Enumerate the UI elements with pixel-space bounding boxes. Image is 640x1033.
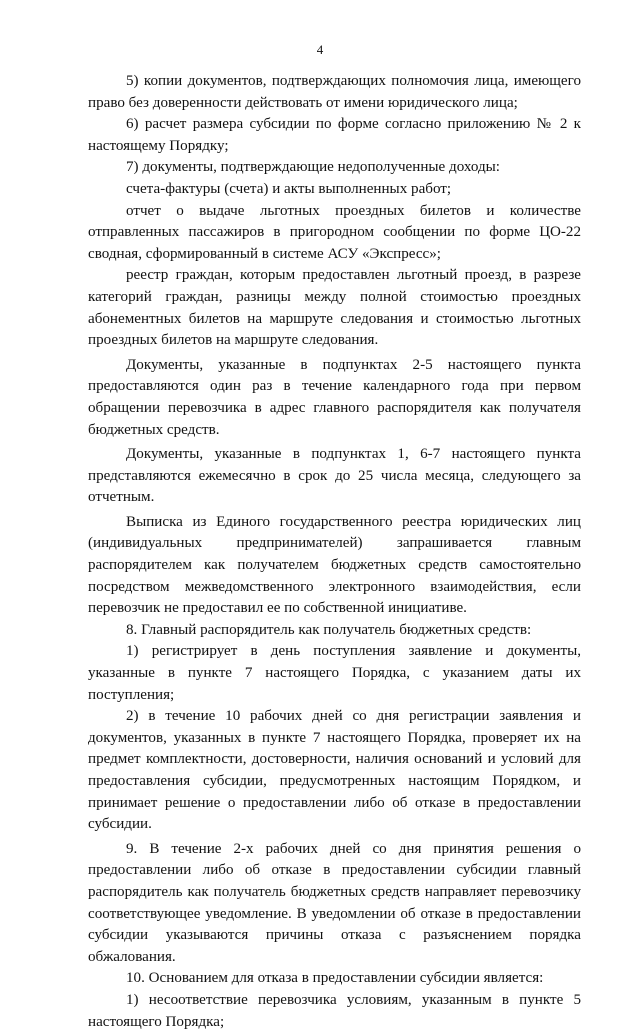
paragraph: Выписка из Единого государственного реестра юридических лиц (индивидуальных предпринимателей) запрашивается главным распорядителем как получателем бюджетных средств самостоятельно посредством межведомственного электронного взаимодействия, если перевозчик не предоставил ее по собственной инициативе. (88, 513, 581, 617)
paragraph: счета-фактуры (счета) и акты выполненных работ; (126, 180, 452, 197)
paragraph: 1) регистрирует в день поступления заявление и документы, указанные в пункте 7 настоящего Порядка, с указанием даты их поступления; (88, 643, 581, 703)
paragraph: Документы, указанные в подпунктах 2-5 настоящего пункта предоставляются один раз в течение календарного года при первом обращении перевозчика в адрес главного распорядителя как получателя бюджетных средств. (88, 356, 581, 438)
page-number: 4 (316, 42, 324, 57)
document-body (88, 71, 581, 1033)
paragraph: 2) в течение 10 рабочих дней со дня регистрации заявления и документов, указанных в пункте 7 настоящего Порядка, проверяет их на предмет комплектности, достоверности, наличия оснований и условий для предоставления субсидии, предусмотренных настоящим Порядком, и принимает решение о предоставлении либо об отказе в предоставлении субсидии. (88, 708, 581, 833)
paragraph: 9. В течение 2-х рабочих дней со дня принятия решения о предоставлении либо об отказе в предоставлении субсидии главный распорядитель как получатель бюджетных средств направляет перевозчику соответствующее уведомление. В уведомлении об отказе в предоставлении субсидии указываются причины отказа с разъяснением порядка обжалования. (88, 840, 581, 965)
paragraph: 1) несоответствие перевозчика условиям, указанным в пункте 5 настоящего Порядка; (88, 991, 581, 1030)
paragraph: 5) копии документов, подтверждающих полномочия лица, имеющего право без доверенности действовать от имени юридического лица; (88, 73, 581, 111)
paragraph: 8. Главный распорядитель как получатель бюджетных средств: (126, 621, 532, 638)
paragraph: Документы, указанные в подпунктах 1, 6-7 настоящего пункта представляются ежемесячно в срок до 25 числа месяца, следующего за отчетным. (88, 446, 581, 506)
paragraph: реестр граждан, которым предоставлен льготный проезд, в разрезе категорий граждан, разницы между полной стоимостью проездных абонементных билетов на маршруте следования и стоимостью льготных проездных билетов на маршруте следования. (88, 267, 581, 349)
paragraph: отчет о выдаче льготных проездных билетов и количестве отправленных пассажиров в пригородном сообщении по форме ЦО-22 сводная, сформированный в системе АСУ «Экспресс»; (88, 202, 581, 262)
paragraph: 10. Основанием для отказа в предоставлении субсидии является: (126, 970, 544, 987)
paragraph: 6) расчет размера субсидии по форме согласно приложению № 2 к настоящему Порядку; (88, 116, 581, 154)
paragraph: 7) документы, подтверждающие недополученные доходы: (126, 159, 500, 176)
